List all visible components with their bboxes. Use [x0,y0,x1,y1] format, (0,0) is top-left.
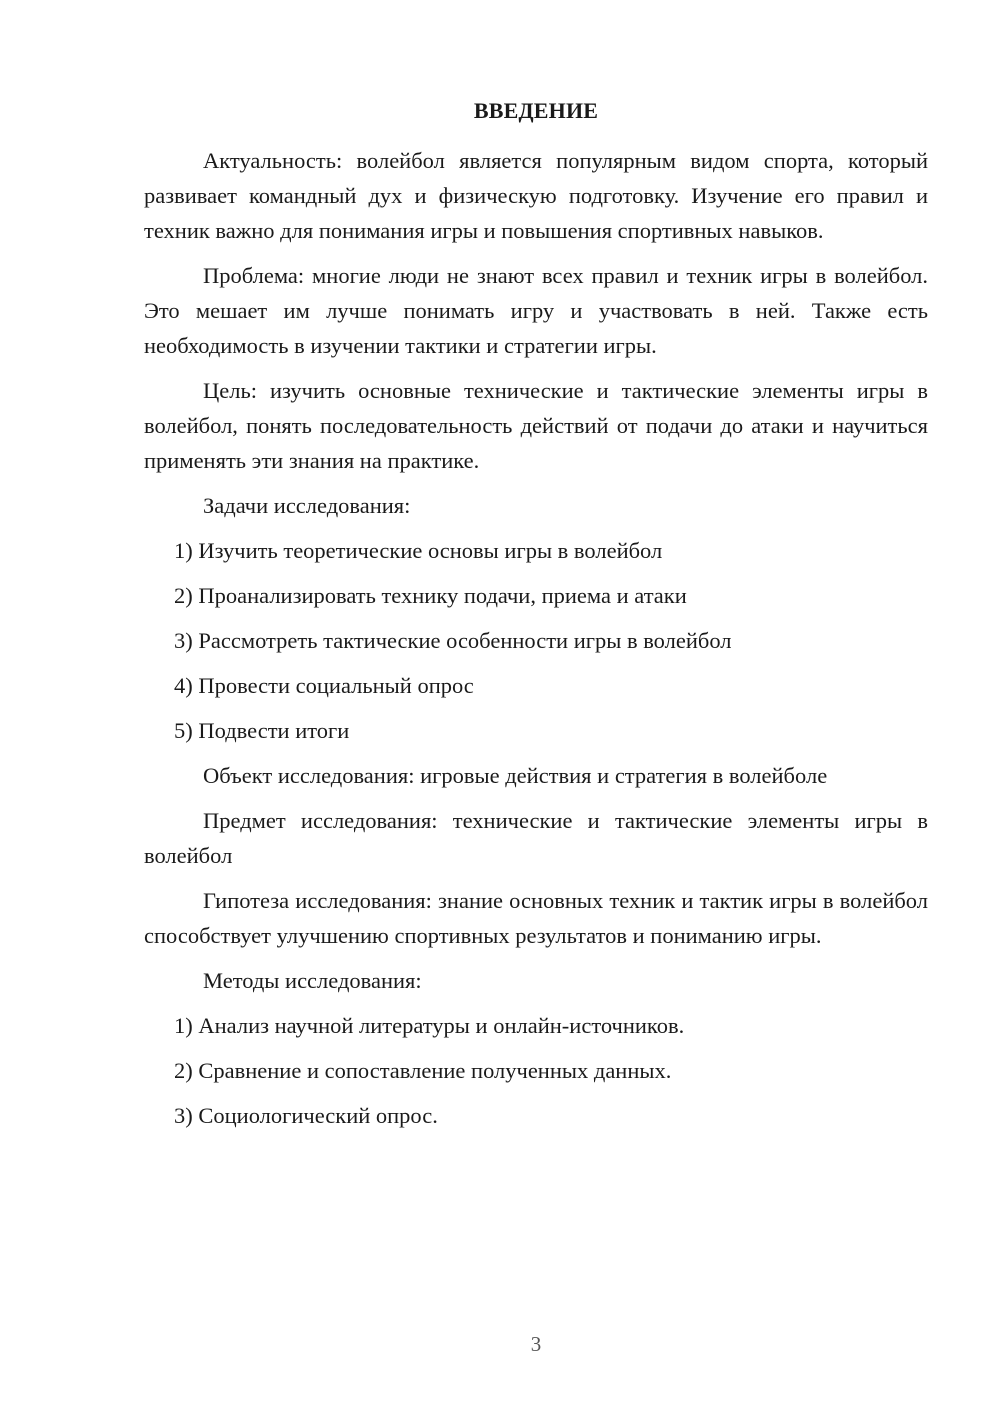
method-item: 2) Сравнение и сопоставление полученных данных. [174,1058,672,1083]
tasks-list [144,533,928,748]
task-item: 4) Провести социальный опрос [174,673,474,698]
methods-heading: Методы исследования: [203,968,422,993]
paragraph-problem: Проблема: многие люди не знают всех правил и техник игры в волейбол. Это мешает им лучше понимать игру и участвовать в ней. Также есть необходимость в изучении тактики и стратегии игры. [144,263,928,358]
paragraph-object: Объект исследования: игровые действия и стратегия в волейболе [203,763,828,788]
paragraph-subject: Предмет исследования: технические и тактические элементы игры в волейбол [144,808,928,868]
task-item: 2) Проанализировать технику подачи, приема и атаки [174,583,687,608]
methods-list [144,1008,928,1133]
paragraph-hypothesis: Гипотеза исследования: знание основных техник и тактик игры в волейбол способствует улучшению спортивных результатов и пониманию игры. [144,888,928,948]
page-title: ВВЕДЕНИЕ [473,98,599,123]
task-item: 1) Изучить теоретические основы игры в волейбол [174,538,663,563]
method-item: 3) Социологический опрос. [174,1103,438,1128]
task-item: 3) Рассмотреть тактические особенности игры в волейбол [174,628,732,653]
tasks-heading: Задачи исследования: [203,493,411,518]
paragraph-relevance: Актуальность: волейбол является популярным видом спорта, который развивает командный дух и физическую подготовку. Изучение его правил и техник важно для понимания игры и повышения спортивных навыков. [144,148,928,243]
paragraph-goal: Цель: изучить основные технические и тактические элементы игры в волейбол, понять последовательность действий от подачи до атаки и научиться применять эти знания на практике. [144,378,928,473]
task-item: 5) Подвести итоги [174,718,350,743]
page-number: 3 [530,1332,542,1356]
method-item: 1) Анализ научной литературы и онлайн-источников. [174,1013,685,1038]
document-body [144,143,928,1143]
